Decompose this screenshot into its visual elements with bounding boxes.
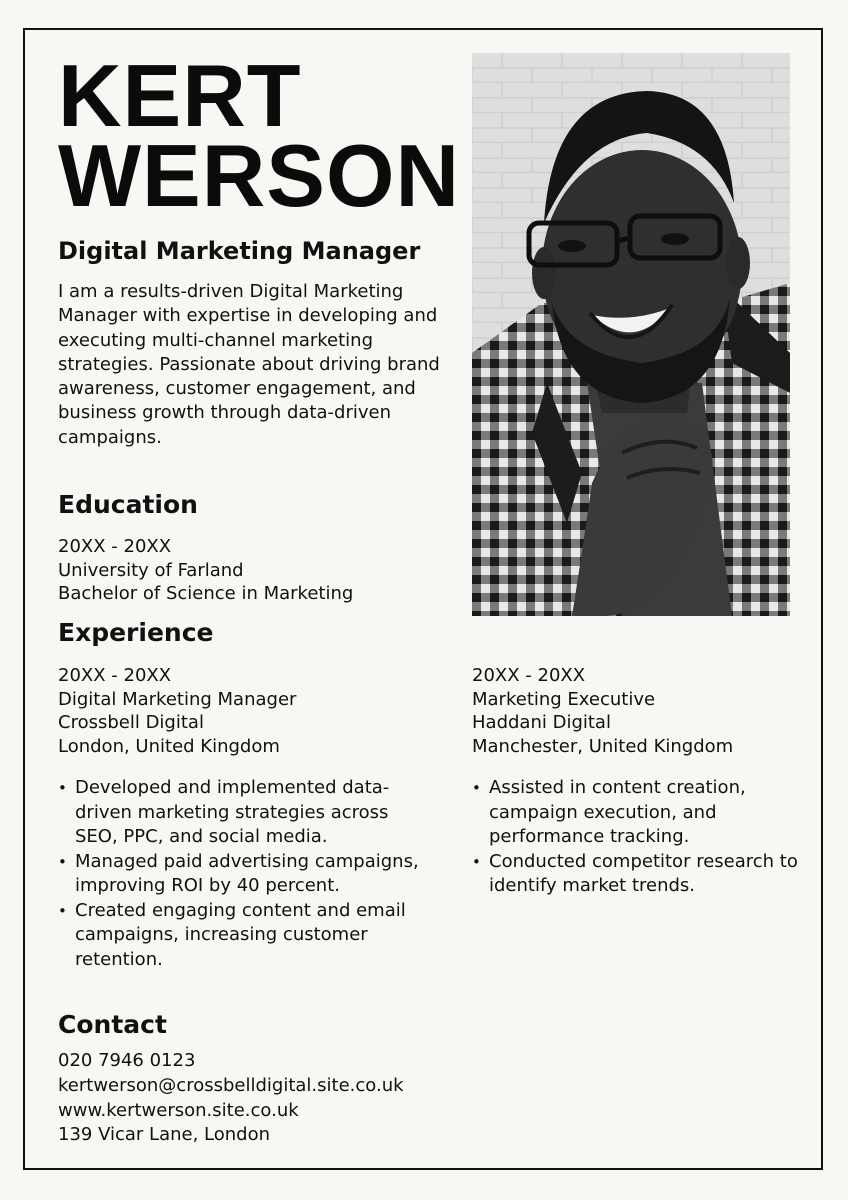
contact-address: 139 Vicar Lane, London [58,1124,271,1146]
education-school: University of Farland [58,559,244,581]
job-1-dates: 20XX - 20XX [58,665,172,686]
job-2-dates: 20XX - 20XX [472,665,586,686]
bullet-item: • Conducted competitor research to identify market trends. [472,850,802,899]
job-1-role: Digital Marketing Manager [58,688,297,710]
job-2-bullets [472,776,802,899]
education-heading: Education [58,490,198,519]
job-1-location: London, United Kingdom [58,735,280,757]
candidate-name [58,46,460,225]
profile-summary: I am a results-driven Digital Marketing Manager with expertise in developing and executing multi-channel marketing strategies. Passionate about driving brand awareness, customer engagement, and business growth through data-driven campaigns. [58,281,440,448]
contact-email[interactable]: kertwerson@crossbelldigital.site.co.uk [58,1074,404,1096]
job-title: Digital Marketing Manager [58,237,421,265]
experience-heading: Experience [58,618,214,647]
bullet-item: • Assisted in content creation, campaign execution, and performance tracking. [472,776,802,850]
job-1-bullets [58,776,433,972]
education-dates: 20XX - 20XX [58,536,172,557]
job-2-details [472,664,733,758]
portrait-photo [472,53,790,616]
name-first: KERT [58,46,302,145]
bullet-item: • Managed paid advertising campaigns, improving ROI by 40 percent. [58,850,433,899]
education-degree: Bachelor of Science in Marketing [58,583,354,604]
contact-details [58,1049,404,1148]
job-2-role: Marketing Executive [472,688,656,710]
job-2-company: Haddani Digital [472,712,611,733]
contact-heading: Contact [58,1010,167,1039]
job-1-company: Crossbell Digital [58,712,204,733]
bullet-item: • Developed and implemented data-driven marketing strategies across SEO, PPC, and social media. [58,776,433,850]
contact-website[interactable]: www.kertwerson.site.co.uk [58,1099,299,1121]
portrait-illustration [472,53,790,616]
education-entry [58,535,353,606]
name-last: WERSON [58,126,460,225]
job-2-location: Manchester, United Kingdom [472,735,734,757]
bullet-item: • Created engaging content and email campaigns, increasing customer retention. [58,899,433,973]
job-1-details [58,664,296,758]
contact-phone: 020 7946 0123 [58,1050,196,1071]
